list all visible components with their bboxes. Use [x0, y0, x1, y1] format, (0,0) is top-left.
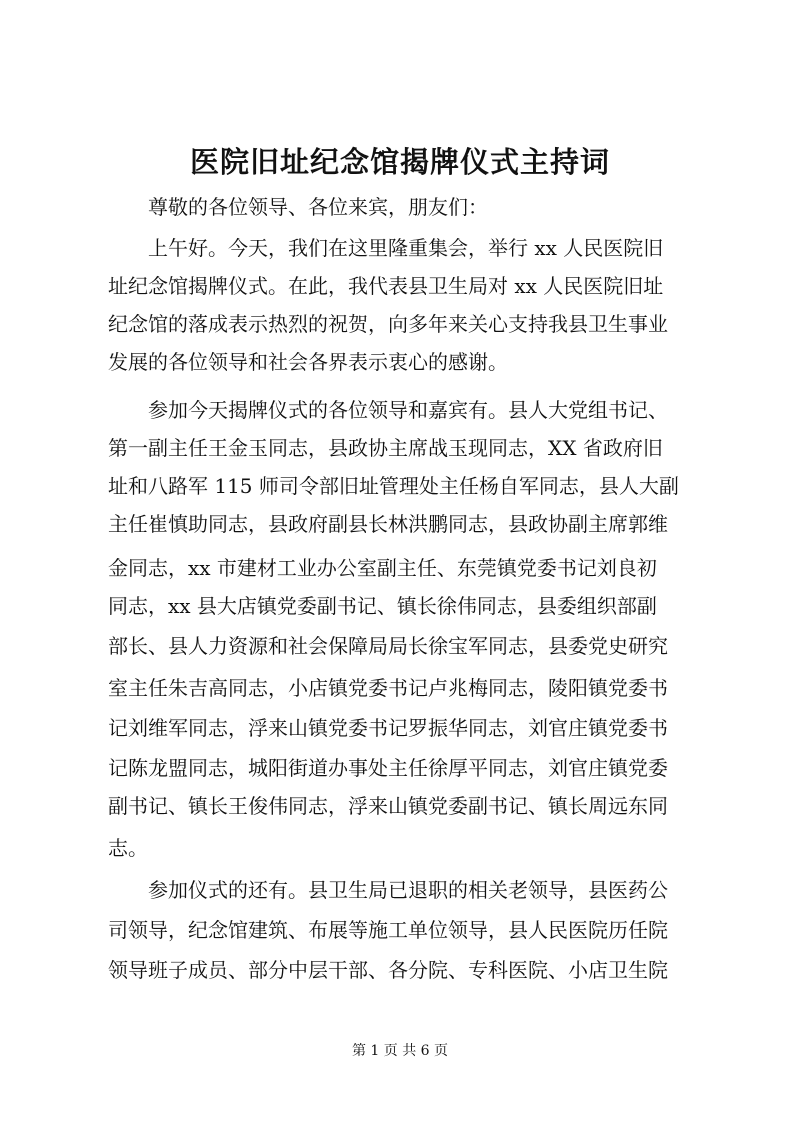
text-line: 址和八路军 115 师司令部旧址管理处主任杨自军同志，县人大副 [108, 474, 679, 498]
text-line: 主任崔慎助同志，县政府副县长林洪鹏同志，县政协副主席郭维 [108, 512, 668, 536]
text-line: 司领导，纪念馆建筑、布展等施工单位领导，县人民医院历任院 [108, 918, 668, 942]
page-title: 医院旧址纪念馆揭牌仪式主持词 [189, 145, 610, 179]
text-line: 上午好。今天，我们在这里隆重集会，举行 xx 人民医院旧 [148, 236, 664, 260]
text-line: 金同志，xx 市建材工业办公室副主任、东莞镇党委书记刘良初 [108, 556, 657, 580]
text-line: 记陈龙盟同志，城阳街道办事处主任徐厚平同志，刘官庄镇党委 [108, 756, 668, 780]
text-line: 址纪念馆揭牌仪式。在此，我代表县卫生局对 xx 人民医院旧址 [108, 274, 664, 298]
page-footer: 第 1 页 共 6 页 [351, 1043, 449, 1059]
text-line: 纪念馆的落成表示热烈的祝贺，向多年来关心支持我县卫生事业 [108, 312, 668, 336]
text-line: 志。 [108, 836, 148, 860]
text-line: 参加仪式的还有。县卫生局已退职的相关老领导，县医药公 [148, 878, 668, 902]
text-line: 尊敬的各位领导、各位来宾，朋友们： [148, 195, 488, 219]
text-line: 副书记、镇长王俊伟同志，浮来山镇党委副书记、镇长周远东同 [108, 794, 668, 818]
text-line: 同志，xx 县大店镇党委副书记、镇长徐伟同志，县委组织部副 [108, 594, 657, 618]
text-line: 领导班子成员、部分中层干部、各分院、专科医院、小店卫生院 [108, 958, 668, 982]
text-line: 部长、县人力资源和社会保障局局长徐宝军同志，县委党史研究 [108, 634, 668, 658]
text-line: 参加今天揭牌仪式的各位领导和嘉宾有。县人大党组书记、 [148, 398, 668, 422]
text-line: 记刘维军同志，浮来山镇党委书记罗振华同志，刘官庄镇党委书 [108, 716, 668, 740]
text-line: 发展的各位领导和社会各界表示衷心的感谢。 [108, 350, 508, 374]
text-line: 室主任朱吉高同志，小店镇党委书记卢兆梅同志，陵阳镇党委书 [108, 676, 668, 700]
text-line: 第一副主任王金玉同志，县政协主席战玉现同志，XX 省政府旧 [108, 436, 663, 460]
